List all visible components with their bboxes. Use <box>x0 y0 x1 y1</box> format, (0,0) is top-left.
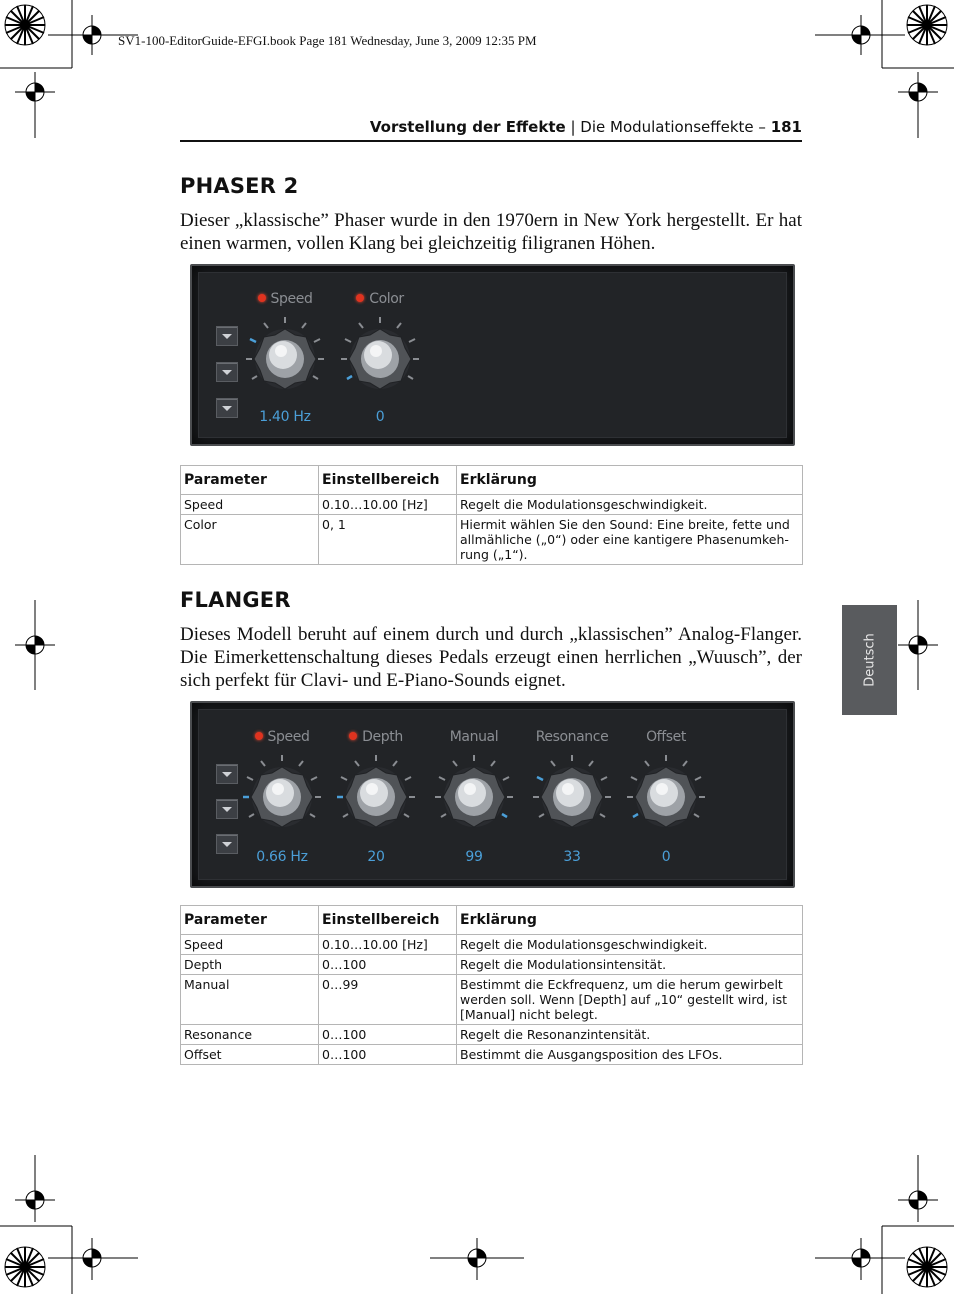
knob-value: 0.66 Hz <box>256 849 308 865</box>
knob-label <box>621 729 711 745</box>
led-icon <box>255 732 263 740</box>
table-cell: 0…100 <box>319 955 457 975</box>
table-header: Erklärung <box>457 466 803 495</box>
table-cell: Regelt die Resonanzintensität. <box>457 1025 803 1045</box>
knob-speed[interactable] <box>240 291 330 431</box>
knob-label <box>335 291 425 307</box>
rotary-knob-icon[interactable] <box>621 751 711 837</box>
knob-label <box>527 729 617 745</box>
table-header: Erklärung <box>457 906 803 935</box>
panel-dropdown-button[interactable] <box>216 764 238 784</box>
knob-label <box>240 291 330 307</box>
table-cell: Depth <box>181 955 319 975</box>
knob-manual[interactable] <box>429 729 519 869</box>
table-cell: 0…100 <box>319 1045 457 1065</box>
rotary-knob-icon[interactable] <box>331 751 421 837</box>
section-heading-phaser <box>180 174 298 198</box>
knob-value: 0 <box>661 849 671 865</box>
panel-body <box>198 709 787 880</box>
table-cell: 0.10…10.00 [Hz] <box>319 935 457 955</box>
section-heading-flanger <box>180 588 291 612</box>
knob-label-text: Speed <box>270 291 313 307</box>
side-tab-label: Deutsch <box>862 633 877 687</box>
led-icon <box>349 732 357 740</box>
running-head <box>180 118 802 142</box>
table-header: Einstellbereich <box>319 906 457 935</box>
table-cell: Speed <box>181 495 319 515</box>
rotary-knob-icon[interactable] <box>237 751 327 837</box>
table-row <box>181 495 803 515</box>
phaser-effect-panel <box>190 264 795 446</box>
language-side-tab <box>842 605 897 715</box>
flanger-description: Dieses Modell beruht auf einem durch und durch „klassischen” Analog-Flanger. Die Eimerkettenschaltung dieses Pedals erzeugt einen herrlichen „Wuusch”, der sich perfekt für Clavi- und E-Piano-Sounds eignet. <box>180 624 802 691</box>
table-row <box>181 975 803 1025</box>
table-cell: Regelt die Modulationsintensität. <box>457 955 803 975</box>
page-number: 181 <box>770 118 802 136</box>
panel-dropdown-button[interactable] <box>216 834 238 854</box>
phaser-description: Dieser „klassische” Phaser wurde in den 1970ern in New York hergestellt. Er hat einen warmen, vollen Klang bei gleichzeitig filigranen Höhen. <box>180 210 802 254</box>
knob-offset[interactable] <box>621 729 711 869</box>
knob-label-text: Speed <box>267 729 310 745</box>
table-row <box>181 515 803 565</box>
panel-dropdown-button[interactable] <box>216 398 238 418</box>
table-cell: Offset <box>181 1045 319 1065</box>
heading-text: FLANGER <box>180 588 291 612</box>
running-head-dash: – <box>753 118 771 136</box>
knob-label <box>429 729 519 745</box>
flanger-effect-panel <box>190 701 795 888</box>
table-header: Parameter <box>181 466 319 495</box>
panel-dropdown-button[interactable] <box>216 799 238 819</box>
knob-label-text: Manual <box>449 729 499 745</box>
knob-value: 99 <box>465 849 483 865</box>
running-head-subtitle: Die Modulationseffekte <box>580 118 754 136</box>
rotary-knob-icon[interactable] <box>240 313 330 399</box>
table-cell: 0.10…10.00 [Hz] <box>319 495 457 515</box>
knob-value: 20 <box>367 849 385 865</box>
panel-body <box>198 272 787 438</box>
heading-text: PHASER 2 <box>180 174 299 198</box>
knob-label <box>237 729 327 745</box>
led-icon <box>258 294 266 302</box>
table-header-row <box>181 466 803 495</box>
table-cell: Bestimmt die Ausgangsposition des LFOs. <box>457 1045 803 1065</box>
table-row <box>181 1045 803 1065</box>
table-header-row <box>181 906 803 935</box>
rotary-knob-icon[interactable] <box>429 751 519 837</box>
knob-label <box>331 729 421 745</box>
knob-speed[interactable] <box>237 729 327 869</box>
knob-label-text: Offset <box>646 729 686 745</box>
table-row <box>181 935 803 955</box>
panel-dropdown-button[interactable] <box>216 362 238 382</box>
knob-value: 0 <box>375 409 385 425</box>
rotary-knob-icon[interactable] <box>527 751 617 837</box>
table-cell: 0…100 <box>319 1025 457 1045</box>
table-cell: Manual <box>181 975 319 1025</box>
table-cell: Regelt die Modulationsgeschwindigkeit. <box>457 495 803 515</box>
table-cell: Speed <box>181 935 319 955</box>
knob-color[interactable] <box>335 291 425 431</box>
table-header: Parameter <box>181 906 319 935</box>
led-icon <box>356 294 364 302</box>
table-cell: 0, 1 <box>319 515 457 565</box>
knob-label-text: Color <box>369 291 404 307</box>
table-cell: Resonance <box>181 1025 319 1045</box>
rotary-knob-icon[interactable] <box>335 313 425 399</box>
table-header: Einstellbereich <box>319 466 457 495</box>
running-head-separator: | <box>565 118 581 136</box>
running-head-title: Vorstellung der Effekte <box>369 118 566 136</box>
table-cell: Regelt die Modulationsgeschwindigkeit. <box>457 935 803 955</box>
knob-label-text: Resonance <box>535 729 609 745</box>
knob-label-text: Depth <box>362 729 403 745</box>
knob-depth[interactable] <box>331 729 421 869</box>
panel-dropdown-button[interactable] <box>216 326 238 346</box>
phaser-parameter-table <box>180 465 803 565</box>
table-cell: Hiermit wählen Sie den Sound: Eine breite, fette und allmähliche („0“) oder eine kantigere Phasenumkeh-rung („1“). <box>457 515 803 565</box>
knob-value: 33 <box>563 849 581 865</box>
table-cell: Bestimmt die Eckfrequenz, um die herum gewirbelt werden soll. Wenn [Depth] auf „10“ gestellt wird, ist [Manual] nicht belegt. <box>457 975 803 1025</box>
table-cell: 0…99 <box>319 975 457 1025</box>
print-info-line: SV1-100-EditorGuide-EFGI.book Page 181 Wednesday, June 3, 2009 12:35 PM <box>118 33 537 48</box>
table-row <box>181 955 803 975</box>
table-row <box>181 1025 803 1045</box>
knob-value: 1.40 Hz <box>259 409 311 425</box>
table-cell: Color <box>181 515 319 565</box>
knob-resonance[interactable] <box>527 729 617 869</box>
flanger-parameter-table <box>180 905 803 1065</box>
